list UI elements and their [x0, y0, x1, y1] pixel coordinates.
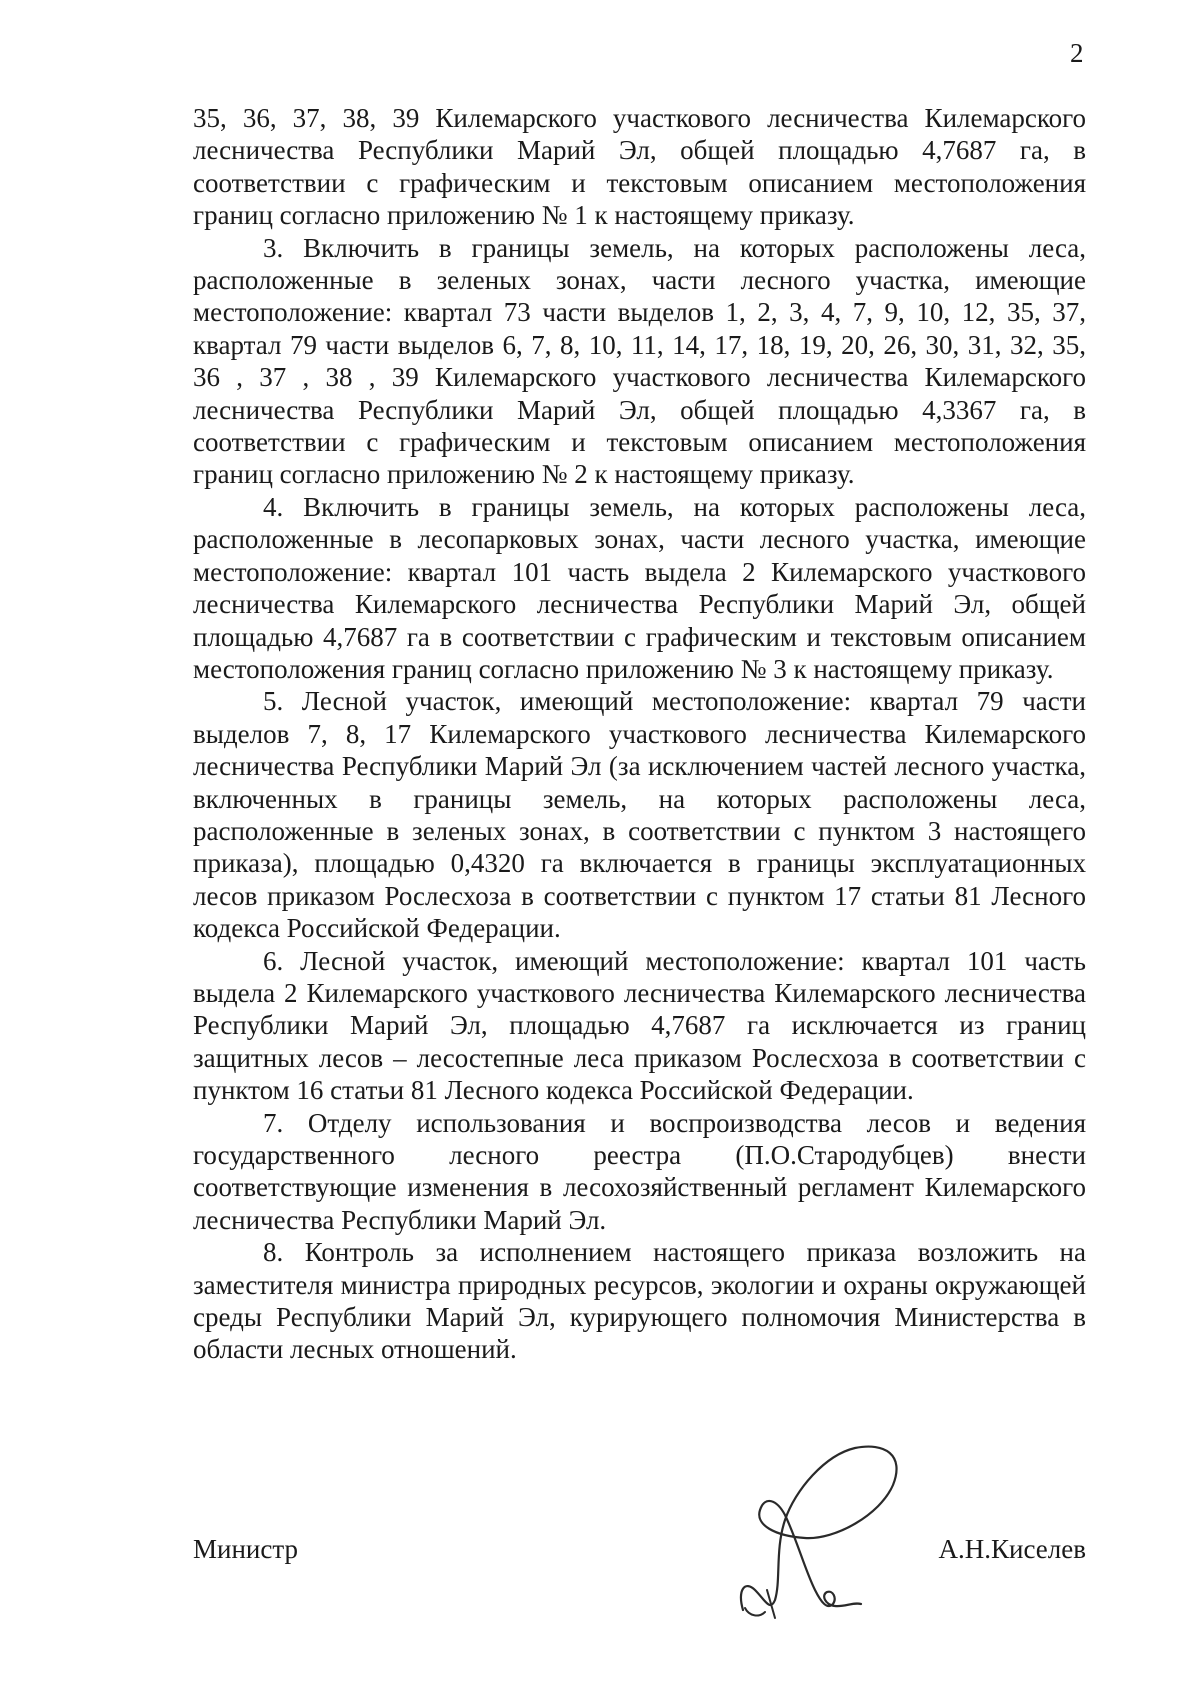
signer-name: А.Н.Киселев: [938, 1534, 1086, 1564]
document-body: [193, 102, 1086, 1366]
signature-block: [193, 1532, 1086, 1572]
paragraph-6: 6. Лесной участок, имеющий местоположение: квартал 101 часть выдела 2 Килемарского участкового лесничества Килемарского лесничества Республики Марий Эл, площадью 4,7687 га исключается из границ защитных лесов – лесостепные леса приказом Рослесхоза в соответствии с пунктом 16 статьи 81 Лесного кодекса Российской Федерации.: [193, 945, 1086, 1106]
paragraph-8: 8. Контроль за исполнением настоящего приказа возложить на заместителя министра природных ресурсов, экологии и охраны окружающей среды Республики Марий Эл, курирующего полномочия Министерства в области лесных отношений.: [193, 1237, 1086, 1365]
paragraph-5: 5. Лесной участок, имеющий местоположение: квартал 79 части выделов 7, 8, 17 Килемарского участкового лесничества Килемарского лесничества Республики Марий Эл (за исключением частей лесного участка, включенных в границы земель, на которых расположены леса, расположенные в зеленых зонах, в соответствии с пунктом 3 настоящего приказа), площадью 0,4320 га включается в границы эксплуатационных лесов приказом Рослесхоза в соответствии с пунктом 17 статьи 81 Лесного кодекса Российской Федерации.: [193, 686, 1086, 944]
handwritten-signature: [715, 1440, 925, 1620]
paragraph-3: 3. Включить в границы земель, на которых расположены леса, расположенные в зеленых зонах, части лесного участка, имеющие местоположение: квартал 73 части выделов 1, 2, 3, 4, 7, 9, 10, 12, 35, 37, квартал 79 части выделов 6, 7, 8, 10, 11, 14, 17, 18, 19, 20, 26, 30, 31, 32, 35, 36 , 37 , 38 , 39 Килемарского участкового лесничества Килемарского лесничества Республики Марий Эл, общей площадью 4,3367 га, в соответствии с графическим и текстовым описанием местоположения границ согласно приложению № 2 к настоящему приказу.: [193, 232, 1086, 490]
paragraph-4: 4. Включить в границы земель, на которых расположены леса, расположенные в лесопарковых зонах, части лесного участка, имеющие местоположение: квартал 101 часть выдела 2 Килемарского участкового лесничества Килемарского лесничества Республики Марий Эл, общей площадью 4,7687 га в соответствии с графическим и текстовым описанием местоположения границ согласно приложению № 3 к настоящему приказу.: [193, 491, 1086, 684]
paragraph-7: 7. Отделу использования и воспроизводства лесов и ведения государственного лесного реестра (П.О.Стародубцев) внести соответствующие изменения в лесохозяйственный регламент Килемарского лесничества Республики Марий Эл.: [193, 1107, 1086, 1235]
signer-title: Министр: [193, 1534, 298, 1564]
paragraph-continuation: 35, 36, 37, 38, 39 Килемарского участкового лесничества Килемарского лесничества Республики Марий Эл, общей площадью 4,7687 га, в соответствии с графическим и текстовым описанием местоположения границ согласно приложению № 1 к настоящему приказу.: [193, 103, 1086, 231]
page-number: 2: [1070, 38, 1084, 68]
